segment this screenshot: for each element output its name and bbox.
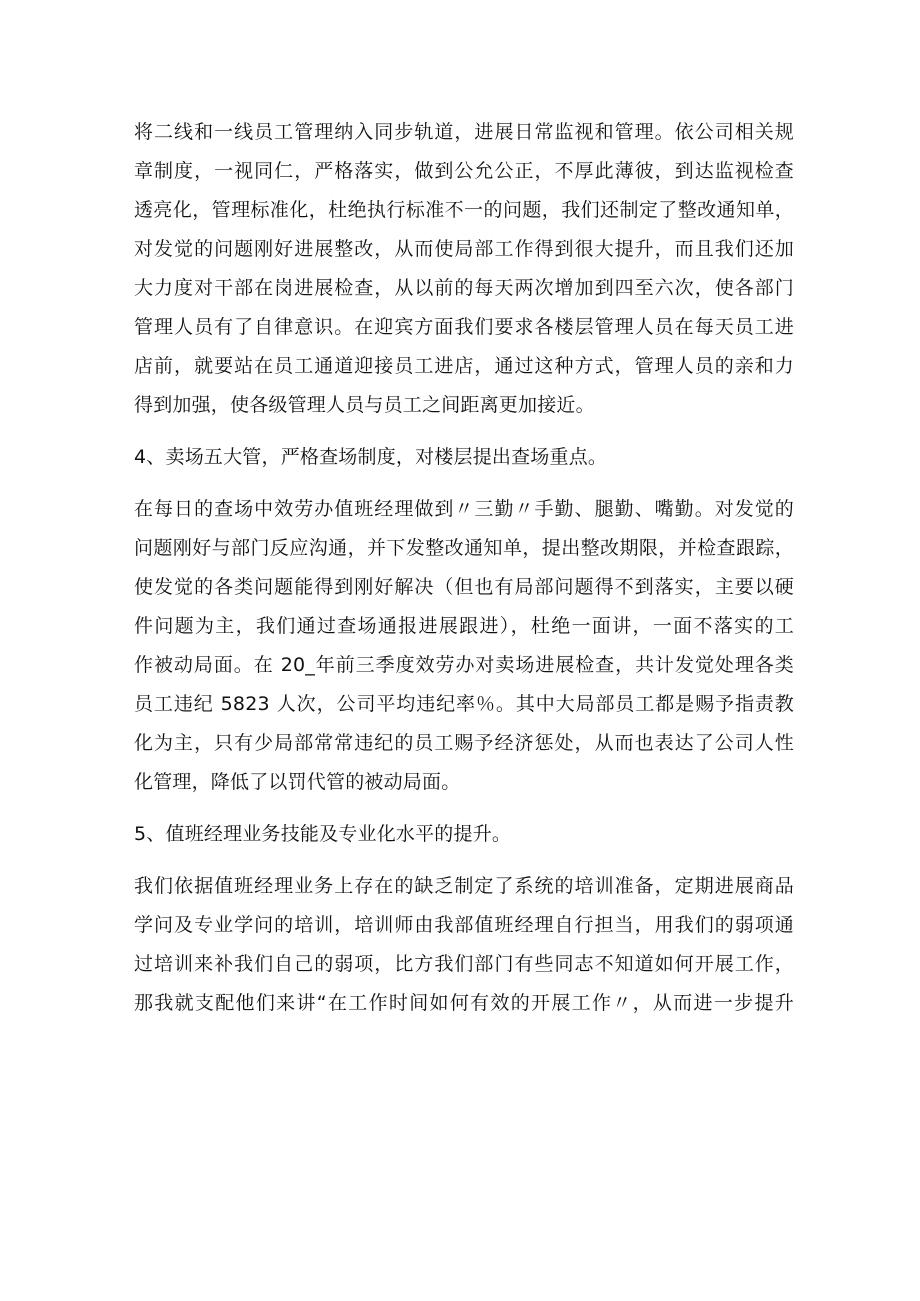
document-body: [134, 113, 794, 1023]
text-line: 我们依据值班经理业务上存在的缺乏制定了系统的培训准备，定期进展商品: [134, 875, 794, 897]
text-line: 大力度对干部在岗进展检查，从以前的每天两次增加到四至六次，使各部门: [134, 277, 794, 299]
text-line: 透亮化，管理标准化，杜绝执行标准不一的问题，我们还制定了整改通知单，: [134, 199, 794, 221]
text-line: 管理人员有了自律意识。在迎宾方面我们要求各楼层管理人员在每天员工进: [134, 316, 794, 338]
text-line: 员工违纪 5823 人次，公司平均违纪率％。其中大局部员工都是赐予指责教: [134, 693, 794, 715]
text-line: 过培训来补我们自己的弱项，比方我们部门有些同志不知道如何开展工作，: [134, 953, 794, 975]
text-line: 化管理，降低了以罚代管的被动局面。: [134, 771, 461, 793]
text-line: 学问及专业学问的培训，培训师由我部值班经理自行担当，用我们的弱项通: [134, 914, 794, 936]
text-line: 那我就支配他们来讲“在工作时间如何有效的开展工作〃，从而进一步提升: [134, 992, 794, 1014]
paragraph-training: [134, 867, 794, 1023]
text-line: 店前，就要站在员工通道迎接员工进店，通过这种方式，管理人员的亲和力: [134, 355, 794, 377]
text-line: 件问题为主，我们通过查场通报进展跟进），杜绝一面讲，一面不落实的工: [134, 615, 794, 637]
section-heading-5: [134, 815, 794, 854]
text-line: 问题刚好与部门反应沟通，并下发整改通知单，提出整改期限，并检查跟踪，: [134, 537, 794, 559]
text-line: 得到加强，使各级管理人员与员工之间距离更加接近。: [134, 394, 595, 416]
section-heading-4: [134, 438, 794, 477]
heading-line: 4、卖场五大管，严格查场制度，对楼层提出查场重点。: [134, 446, 608, 468]
text-line: 使发觉的各类问题能得到刚好解决（但也有局部问题得不到落实，主要以硬: [134, 576, 794, 598]
text-line: 作被动局面。在 20_年前三季度效劳办对卖场进展检查，共计发觉处理各类: [134, 654, 794, 676]
text-line: 将二线和一线员工管理纳入同步轨道，进展日常监视和管理。依公司相关规: [134, 121, 794, 143]
text-line: 章制度，一视同仁，严格落实，做到公允公正，不厚此薄彼，到达监视检查: [134, 160, 794, 182]
text-line: 化为主，只有少局部常常违纪的员工赐予经济惩处，从而也表达了公司人性: [134, 732, 794, 754]
heading-line: 5、值班经理业务技能及专业化水平的提升。: [134, 823, 512, 845]
text-line: 对发觉的问题刚好进展整改，从而使局部工作得到很大提升，而且我们还加: [134, 238, 794, 260]
paragraph-floor-inspection: [134, 490, 794, 802]
paragraph-management-sync: [134, 113, 794, 425]
text-line: 在每日的查场中效劳办值班经理做到〃三勤〃手勤、腿勤、嘴勤。对发觉的: [134, 498, 794, 520]
